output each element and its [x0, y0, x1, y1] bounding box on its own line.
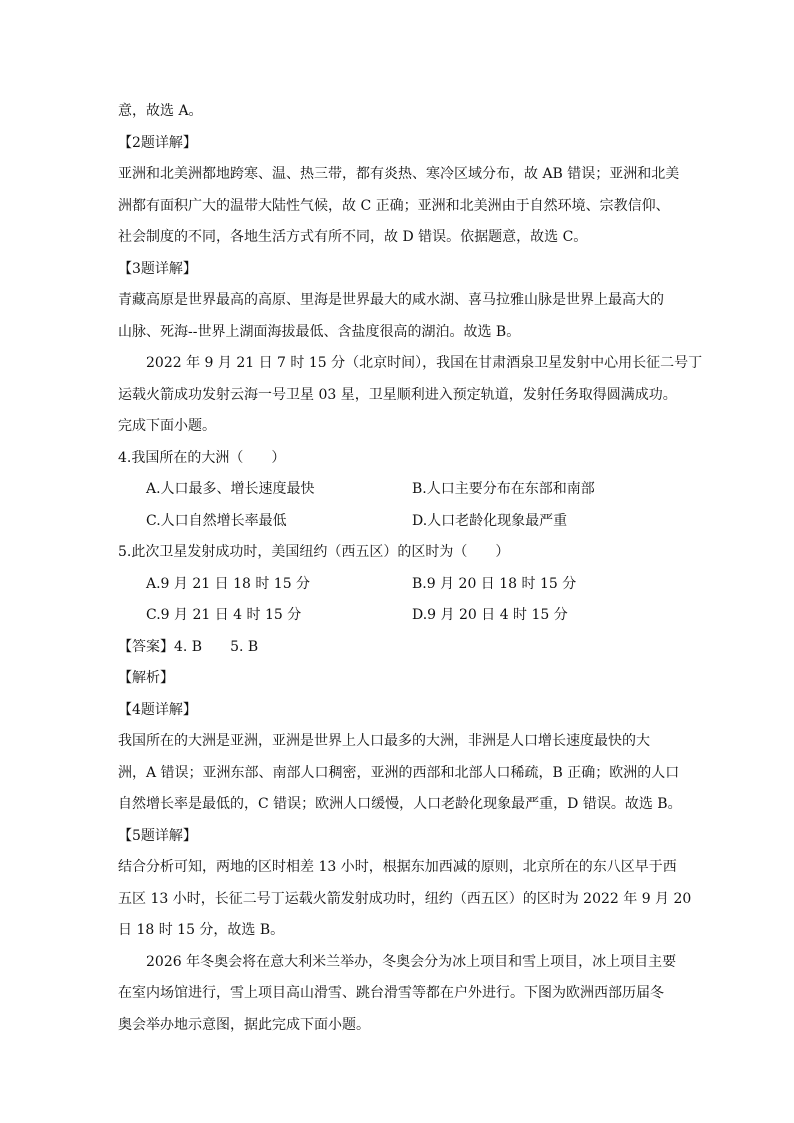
paragraph-line: 奥会举办地示意图，据此完成下面小题。	[118, 1016, 370, 1033]
section-heading-q4-detail: 【4题详解】	[118, 701, 197, 718]
paragraph-line: 意，故选 A。	[118, 103, 203, 119]
option-row	[118, 506, 678, 538]
paragraph-line: 运载火箭成功发射云海一号卫星 03 星，卫星顺利进入预定轨道，发射任务取得圆满成功。	[118, 386, 677, 403]
question-4: 4.我国所在的大洲（ ）	[118, 449, 286, 466]
paragraph-line: 洲，A 错误；亚洲东部、南部人口稠密，亚洲的西部和北部人口稀疏，B 正确；欧洲的人口	[118, 764, 680, 781]
document-page	[118, 96, 703, 1041]
option-row	[118, 474, 678, 506]
material-paragraph: 2026 年冬奥会将在意大利米兰举办，冬奥会分为冰上项目和雪上项目，冰上项目主要	[146, 953, 677, 970]
paragraph-line: 社会制度的不同，各地生活方式有所不同，故 D 错误。依据题意，故选 C。	[118, 229, 588, 245]
section-heading-q2-detail: 【2题详解】	[118, 134, 197, 151]
option-d: D.9 月 20 日 4 时 15 分	[412, 607, 568, 623]
analysis-heading: 【解析】	[118, 670, 174, 686]
paragraph-line: 日 18 时 15 分，故选 B。	[118, 922, 285, 938]
option-b: B.人口主要分布在东部和南部	[412, 481, 595, 497]
paragraph-line: 我国所在的大洲是亚洲，亚洲是世界上人口最多的大洲，非洲是人口增长速度最快的大	[118, 733, 650, 749]
option-row	[118, 600, 678, 632]
paragraph-line: 在室内场馆进行，雪上项目高山滑雪、跳台滑雪等都在户外进行。下图为欧洲西部历届冬	[118, 985, 664, 1001]
paragraph-line: 结合分析可知，两地的区时相差 13 小时，根据东加西减的原则，北京所在的东八区早于西	[118, 859, 677, 875]
paragraph-line: 五区 13 小时，长征二号丁运载火箭发射成功时，纽约（西五区）的区时为 2022 年 9 月 20	[118, 890, 692, 907]
option-c: C.人口自然增长率最低	[146, 512, 287, 529]
option-row	[118, 569, 678, 601]
paragraph-line: 完成下面小题。	[118, 418, 216, 434]
paragraph-line: 山脉、死海--世界上湖面海拔最低、含盐度很高的湖泊。故选 B。	[118, 323, 521, 340]
answer-line: 【答案】4. B 5. B	[118, 638, 259, 655]
paragraph-line: 青藏高原是世界最高的高原、里海是世界最大的咸水湖、喜马拉雅山脉是世界上最高大的	[118, 292, 664, 308]
section-heading-q5-detail: 【5题详解】	[118, 827, 197, 844]
material-paragraph: 2022 年 9 月 21 日 7 时 15 分（北京时间），我国在甘肃酒泉卫星发射中心用长征二号丁	[146, 355, 703, 371]
option-d: D.人口老龄化现象最严重	[412, 512, 568, 529]
paragraph-line: 洲都有面积广大的温带大陆性气候，故 C 正确；亚洲和北美洲由于自然环境、宗教信仰、	[118, 197, 670, 214]
section-heading-q3-detail: 【3题详解】	[118, 260, 197, 277]
option-b: B.9 月 20 日 18 时 15 分	[412, 575, 577, 592]
option-c: C.9 月 21 日 4 时 15 分	[146, 607, 302, 623]
paragraph-line: 自然增长率是最低的，C 错误；欧洲人口缓慢，人口老龄化现象最严重，D 错误。故选 B。	[118, 796, 682, 812]
option-a: A.人口最多、增长速度最快	[146, 481, 315, 497]
option-a: A.9 月 21 日 18 时 15 分	[146, 575, 311, 592]
question-5: 5.此次卫星发射成功时，美国纽约（西五区）的区时为（ ）	[118, 544, 510, 560]
paragraph-line: 亚洲和北美洲都地跨寒、温、热三带，都有炎热、寒冷区域分布，故 AB 错误；亚洲和北美	[118, 166, 680, 182]
